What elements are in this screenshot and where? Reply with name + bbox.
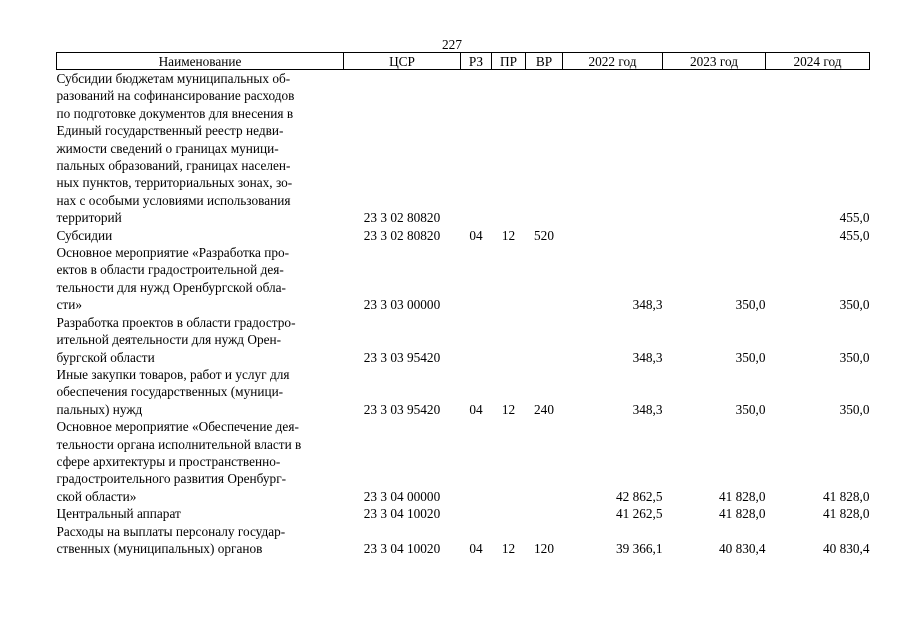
row-name: [57, 505, 344, 522]
row-rz: [461, 244, 492, 314]
row-name-line: ской области»: [56, 488, 137, 504]
table-row: [57, 70, 870, 227]
row-2024: 41 828,0: [822, 506, 870, 522]
row-name-line: Расходы на выплаты персоналу государ-: [56, 523, 286, 539]
row-2023: [663, 70, 766, 227]
row-2022: 39 366,1: [615, 540, 663, 556]
page-number: 227: [442, 37, 462, 52]
table-header: [57, 53, 870, 70]
row-name-line: ектов в области градостроительной дея-: [56, 262, 284, 278]
row-name: [57, 418, 344, 505]
row-vr: [526, 505, 563, 522]
row-name-line: ных пунктов, территориальных зонах, зо-: [56, 175, 293, 191]
row-name-line: пальных образований, границах населен-: [56, 158, 291, 174]
row-vr: [526, 314, 563, 366]
row-name-line: сти»: [56, 297, 82, 313]
row-name-line: ительной деятельности для нужд Орен-: [56, 332, 282, 348]
row-2022: 42 862,5: [615, 488, 663, 504]
row-name-line: градостроительного развития Оренбург-: [56, 471, 287, 487]
row-2024: 41 828,0: [822, 488, 870, 504]
row-name-line: сфере архитектуры и пространственно-: [56, 453, 281, 469]
header-csr: ЦСР: [344, 53, 461, 70]
row-2023: 350,0: [735, 297, 766, 313]
row-2023: [663, 227, 766, 244]
row-vr: [526, 418, 563, 505]
row-rz: 04: [469, 540, 483, 556]
row-csr: 23 3 04 10020: [363, 540, 441, 556]
row-name-line: ственных (муниципальных) органов: [56, 540, 263, 556]
row-vr: 240: [534, 401, 554, 417]
table-row: [57, 314, 870, 366]
row-name-line: тельности для нужд Оренбургской обла-: [56, 279, 286, 295]
row-name: [57, 366, 344, 418]
row-name: [57, 523, 344, 558]
header-2023: 2023 год: [663, 53, 766, 70]
row-name-line: Иные закупки товаров, работ и услуг для: [56, 366, 290, 382]
row-pr: 12: [501, 227, 516, 243]
row-csr: 23 3 04 00000: [363, 488, 441, 504]
row-name-line: Разработка проектов в области градостро-: [56, 314, 296, 330]
header-name: Наименование: [57, 53, 344, 70]
row-vr: [526, 70, 563, 227]
row-rz: 04: [469, 401, 483, 417]
row-name: [57, 227, 344, 244]
table-row: [57, 366, 870, 418]
table-row: [57, 227, 870, 244]
row-name-line: Основное мероприятие «Обеспечение дея-: [56, 419, 299, 435]
row-name-line: Субсидии бюджетам муниципальных об-: [56, 71, 291, 86]
row-name: [57, 70, 344, 227]
row-pr: [492, 505, 526, 522]
row-csr: 23 3 04 10020: [363, 506, 441, 522]
row-name-line: пальных) нужд: [56, 401, 143, 417]
row-2023: 41 828,0: [718, 506, 766, 522]
row-2022: 348,3: [632, 297, 663, 313]
row-2024: 455,0: [839, 227, 870, 243]
row-name-line: по подготовке документов для внесения в: [56, 105, 294, 121]
row-name-line: Единый государственный реестр недви-: [56, 123, 284, 139]
row-name: [57, 244, 344, 314]
row-rz: [461, 418, 492, 505]
row-pr: [492, 314, 526, 366]
row-vr: 520: [534, 227, 554, 243]
row-csr: 23 3 03 95420: [363, 401, 441, 417]
header-row: [57, 53, 870, 70]
header-2024: 2024 год: [766, 53, 870, 70]
row-csr: 23 3 02 80820: [363, 210, 441, 226]
row-name-line: разований на софинансирование расходов: [56, 88, 295, 104]
row-2024: 40 830,4: [822, 540, 870, 556]
row-name-line: жимости сведений о границах муници-: [56, 140, 279, 156]
header-rz: РЗ: [461, 53, 492, 70]
row-2024: 455,0: [839, 210, 870, 226]
row-csr: 23 3 03 95420: [363, 349, 441, 365]
row-2022: 41 262,5: [615, 506, 663, 522]
row-name-line: Основное мероприятие «Разработка про-: [56, 245, 290, 261]
row-csr: 23 3 02 80820: [363, 227, 441, 243]
header-vr: ВР: [526, 53, 563, 70]
table-row: [57, 418, 870, 505]
row-name-line: бургской области: [56, 349, 155, 365]
row-name-line: обеспечения государственных (муници-: [56, 384, 284, 400]
row-rz: [461, 314, 492, 366]
row-2024: 350,0: [839, 297, 870, 313]
row-2022: 348,3: [632, 401, 663, 417]
row-2024: 350,0: [839, 401, 870, 417]
row-2023: 350,0: [735, 401, 766, 417]
row-name-line: тельности органа исполнительной власти в: [56, 436, 302, 452]
row-csr: 23 3 03 00000: [363, 297, 441, 313]
row-pr: [492, 70, 526, 227]
row-rz: 04: [469, 227, 483, 243]
row-2022: [563, 227, 663, 244]
row-name-line: Субсидии: [56, 227, 113, 243]
row-2022: [563, 70, 663, 227]
row-2024: 350,0: [839, 349, 870, 365]
row-pr: 12: [501, 401, 516, 417]
row-name-line: нах с особыми условиями использования: [56, 192, 291, 208]
header-pr: ПР: [492, 53, 526, 70]
row-2022: 348,3: [632, 349, 663, 365]
row-vr: [526, 244, 563, 314]
table-row: [57, 523, 870, 558]
table-row: [57, 244, 870, 314]
row-name-line: территорий: [56, 210, 122, 226]
row-name-line: Центральный аппарат: [56, 506, 181, 522]
row-name: [57, 314, 344, 366]
row-rz: [461, 505, 492, 522]
row-vr: 120: [534, 540, 554, 556]
header-2022: 2022 год: [563, 53, 663, 70]
row-2023: 350,0: [735, 349, 766, 365]
table-body: [57, 70, 870, 558]
row-pr: 12: [501, 540, 516, 556]
row-2023: 40 830,4: [718, 540, 766, 556]
row-2023: 41 828,0: [718, 488, 766, 504]
row-pr: [492, 418, 526, 505]
row-rz: [461, 70, 492, 227]
table-row: [57, 505, 870, 522]
row-pr: [492, 244, 526, 314]
budget-table: [56, 52, 870, 557]
